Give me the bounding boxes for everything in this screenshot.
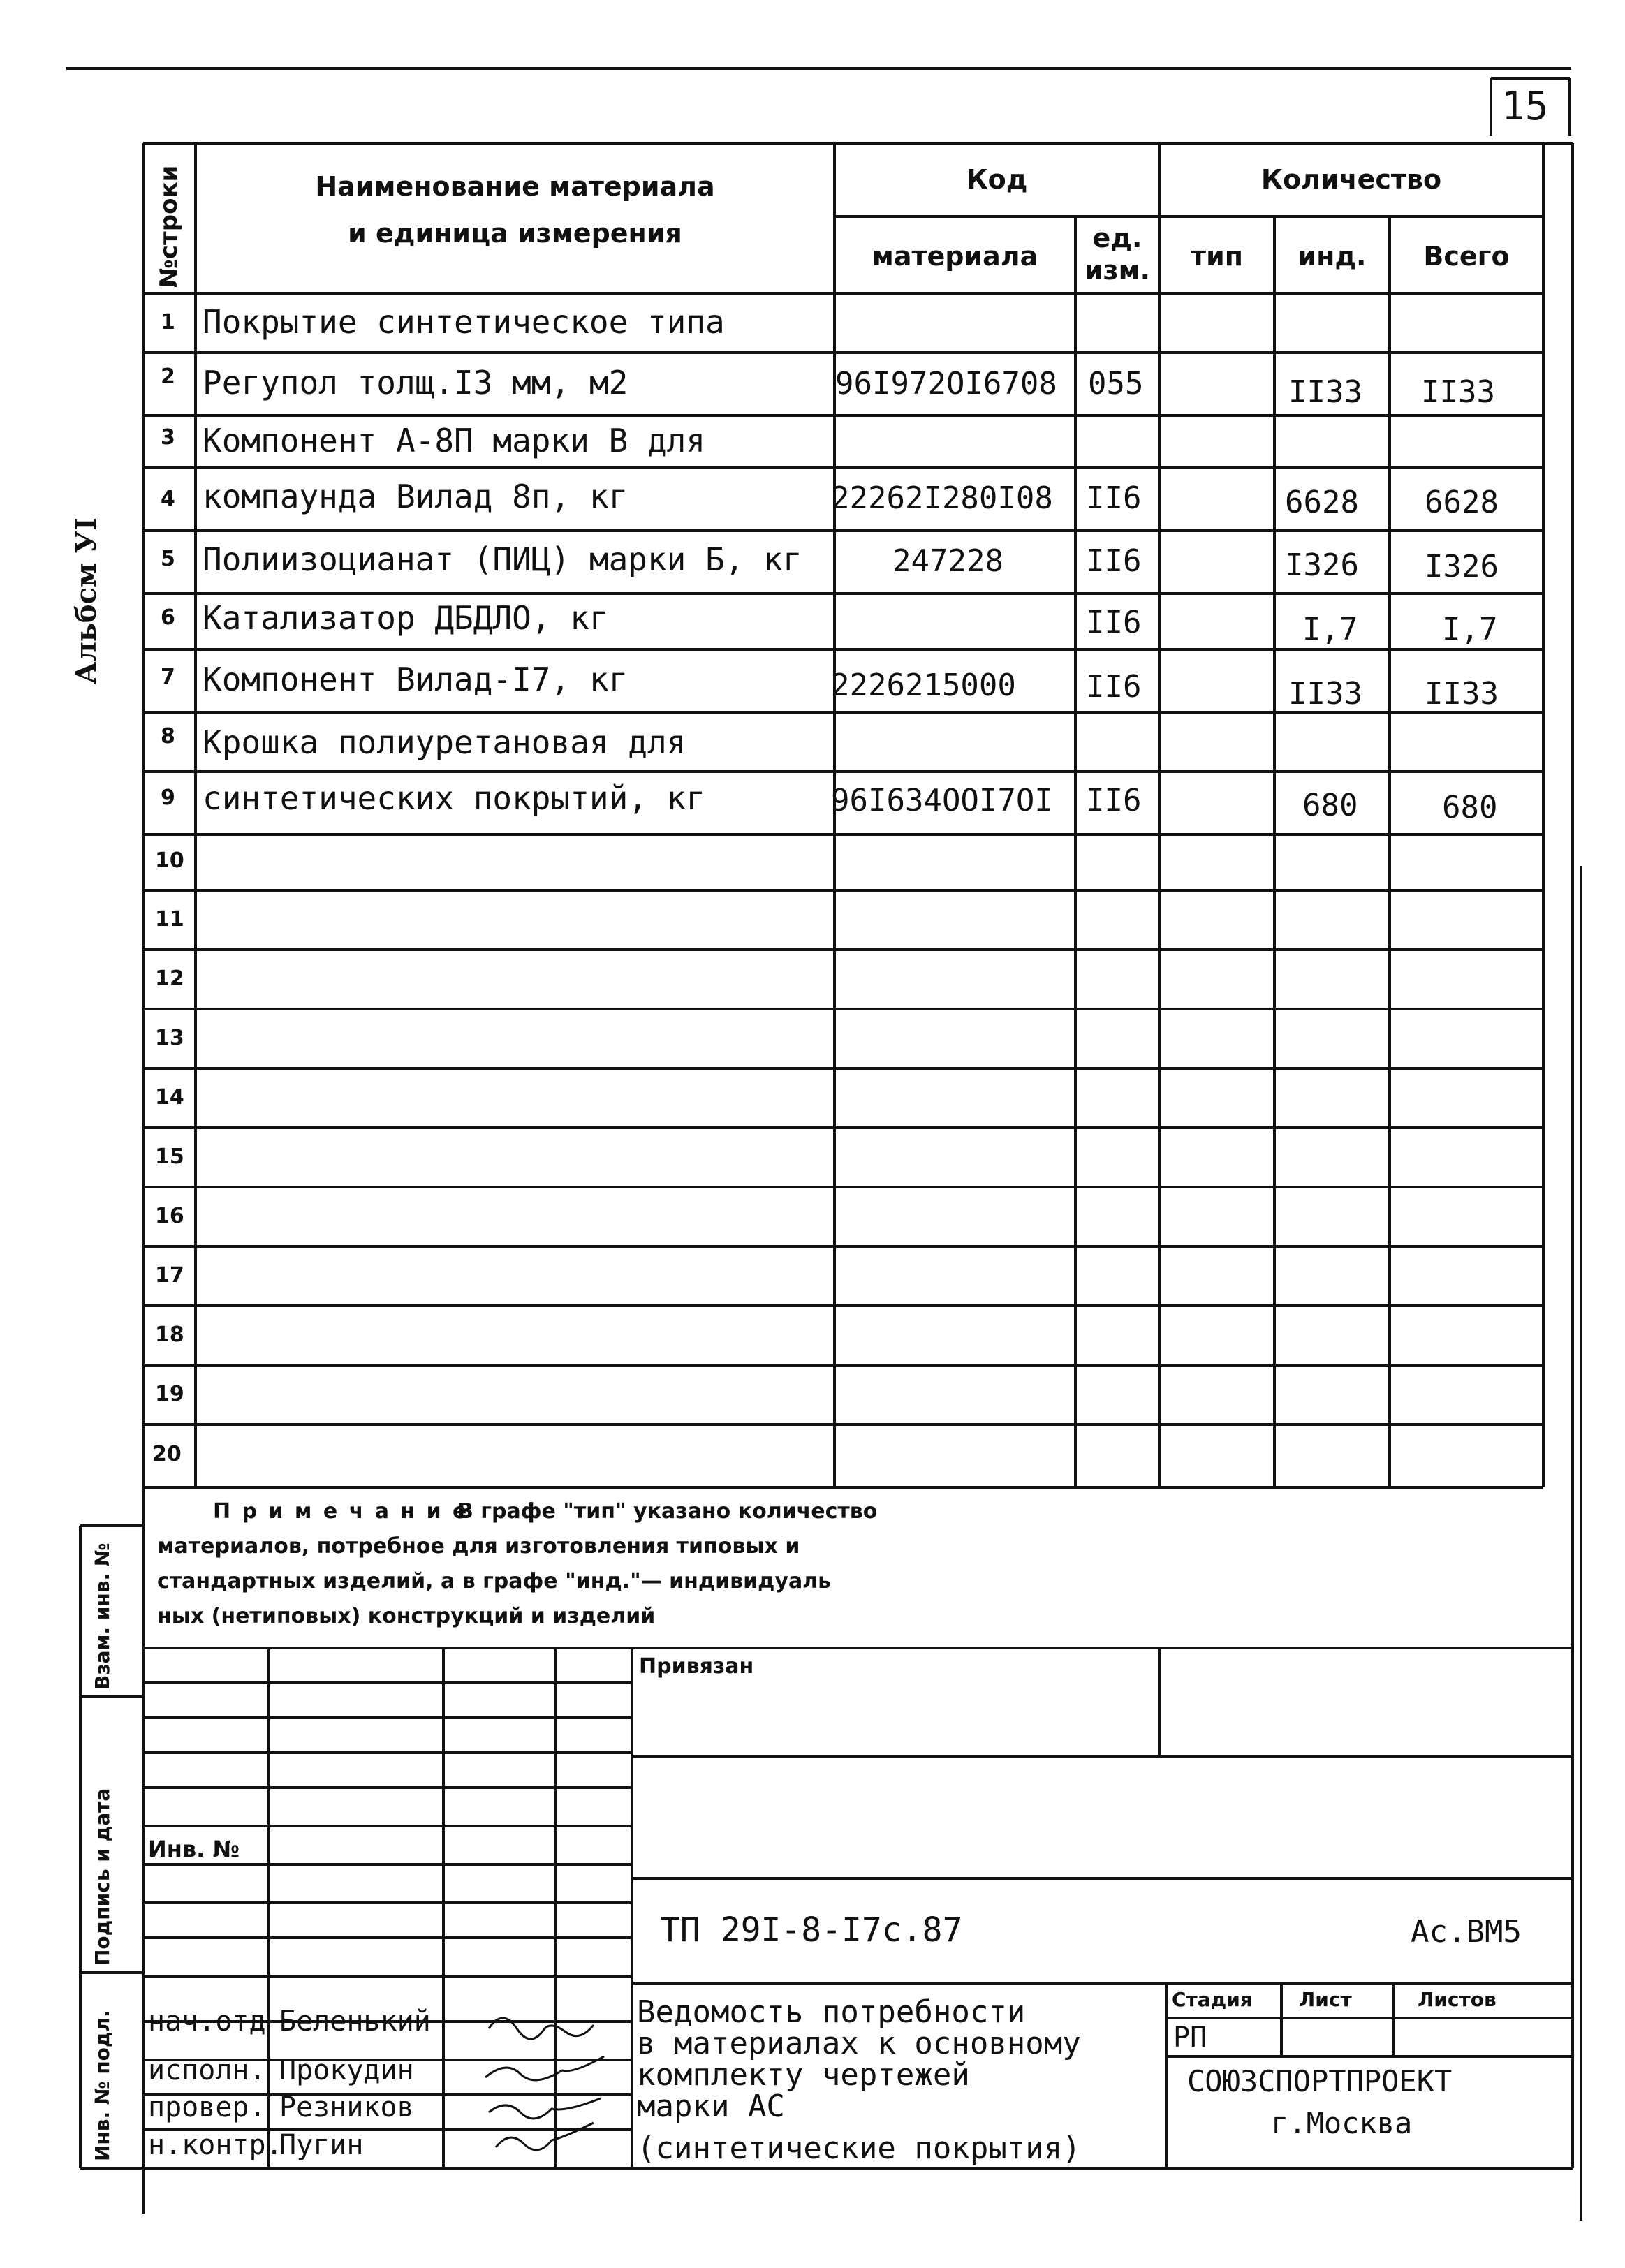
header-code: Код bbox=[966, 164, 1028, 195]
organization: СОЮЗСПОРТПРОЕКТ bbox=[1187, 2064, 1453, 2098]
stage-label: Стадия bbox=[1172, 1988, 1253, 2011]
header-unit-line2: изм. bbox=[1084, 255, 1151, 286]
qty-ind: I326 bbox=[1285, 547, 1359, 583]
title-line3: комплекту чертежей bbox=[637, 2057, 970, 2093]
row-number: 3 bbox=[161, 425, 175, 450]
person-executor: Прокудин bbox=[279, 2054, 414, 2086]
material-code: 96I634OOI7OI bbox=[831, 783, 1053, 818]
stamp-privyazan: Привязан bbox=[639, 1654, 754, 1679]
city: г.Москва bbox=[1271, 2106, 1413, 2140]
title-line5: (синтетические покрытия) bbox=[637, 2130, 1081, 2166]
sheets-label: Листов bbox=[1418, 1988, 1497, 2011]
row-number: 6 bbox=[161, 605, 175, 630]
header-row-number: №строки bbox=[155, 165, 183, 288]
material-code: 96I972OI6708 bbox=[835, 366, 1057, 402]
qty-total: I326 bbox=[1425, 549, 1499, 584]
header-total: Всего bbox=[1423, 241, 1510, 272]
qty-total: 6628 bbox=[1425, 485, 1499, 520]
material-name: Регупол толщ.I3 мм, м2 bbox=[203, 364, 628, 402]
row-number: 8 bbox=[161, 724, 175, 749]
qty-ind: II33 bbox=[1288, 676, 1362, 712]
unit-code: II6 bbox=[1086, 543, 1142, 579]
signature-scribbles bbox=[482, 2001, 622, 2168]
note-line2: материалов, потребное для изготовления типовых и bbox=[157, 1534, 800, 1559]
stage-value: РП bbox=[1173, 2022, 1207, 2054]
header-quantity: Количество bbox=[1260, 164, 1442, 195]
row-number: 16 bbox=[155, 1204, 184, 1228]
material-name: Катализатор ДБДЛО, кг bbox=[203, 599, 609, 637]
material-name: компаунда Вилад 8п, кг bbox=[203, 478, 628, 515]
document-code: ТП 29I-8-I7с.87 bbox=[660, 1910, 963, 1950]
material-code: 2226215000 bbox=[831, 668, 1016, 703]
role-checker: провер. bbox=[148, 2091, 266, 2123]
stamp-inv-no: Инв. № bbox=[148, 1836, 240, 1862]
material-name: Полиизоцианат (ПИЦ) марки Б, кг bbox=[203, 540, 802, 578]
person-checker: Резников bbox=[279, 2091, 414, 2123]
row-number: 2 bbox=[161, 364, 175, 389]
row-number: 1 bbox=[161, 310, 175, 334]
role-executor: исполн. bbox=[148, 2054, 266, 2086]
row-number: 15 bbox=[155, 1144, 184, 1169]
qty-ind: 6628 bbox=[1285, 485, 1359, 520]
unit-code: 055 bbox=[1088, 366, 1144, 402]
unit-code: II6 bbox=[1086, 605, 1142, 640]
header-material: материала bbox=[872, 241, 1038, 272]
row-number: 19 bbox=[155, 1382, 184, 1406]
title-line2: в материалах к основному bbox=[637, 2026, 1081, 2061]
role-norm-control: н.контр. bbox=[148, 2129, 283, 2161]
header-ind: инд. bbox=[1297, 241, 1367, 272]
qty-ind: I,7 bbox=[1302, 612, 1358, 647]
material-name: Покрытие синтетическое типа bbox=[203, 303, 725, 341]
header-unit-line1: ед. bbox=[1092, 223, 1142, 253]
title-line4: марки АС bbox=[637, 2089, 785, 2124]
person-head: Беленький bbox=[279, 2005, 431, 2038]
qty-total: II33 bbox=[1421, 374, 1495, 410]
material-name: синтетических покрытий, кг bbox=[203, 779, 706, 817]
row-number: 9 bbox=[161, 786, 175, 810]
sheet-number: 15 bbox=[1501, 84, 1549, 129]
row-number: 17 bbox=[155, 1263, 184, 1288]
material-code: 247228 bbox=[892, 543, 1003, 579]
material-name: Крошка полиуретановая для bbox=[203, 723, 686, 761]
row-number: 4 bbox=[161, 487, 175, 511]
unit-code: II6 bbox=[1086, 480, 1142, 516]
row-number: 5 bbox=[161, 547, 175, 571]
sheet-label: Лист bbox=[1299, 1988, 1352, 2011]
material-name: Компонент А-8П марки В для bbox=[203, 422, 706, 459]
row-number: 10 bbox=[155, 848, 184, 873]
qty-ind: II33 bbox=[1288, 374, 1362, 410]
header-type: тип bbox=[1191, 241, 1243, 272]
row-number: 12 bbox=[155, 966, 184, 991]
row-number: 14 bbox=[155, 1085, 184, 1110]
role-head: нач.отд bbox=[148, 2005, 266, 2038]
row-number: 18 bbox=[155, 1323, 184, 1347]
note-line1: В графе "тип" указано количество bbox=[457, 1499, 878, 1524]
side-label-inv-podl: Инв. № подл. bbox=[91, 2010, 114, 2161]
note-title: П р и м е ч а н и е bbox=[213, 1499, 469, 1524]
side-label-podpis: Подпись и дата bbox=[91, 1788, 114, 1966]
header-name-line2: и единица измерения bbox=[348, 218, 682, 249]
document-mark: Ас.ВМ5 bbox=[1411, 1914, 1522, 1950]
row-number: 11 bbox=[155, 907, 184, 932]
qty-total: I,7 bbox=[1442, 612, 1498, 647]
note-line4: ных (нетиповых) конструкций и изделий bbox=[157, 1604, 656, 1628]
side-label-vzam: Взам. инв. № bbox=[91, 1542, 114, 1690]
header-name-line1: Наименование материала bbox=[315, 171, 715, 202]
row-number: 7 bbox=[161, 665, 175, 689]
qty-total: 680 bbox=[1442, 790, 1498, 825]
material-name: Компонент Вилад-I7, кг bbox=[203, 661, 628, 698]
note-line3: стандартных изделий, а в графе "инд."— индивидуаль bbox=[157, 1569, 832, 1593]
unit-code: II6 bbox=[1086, 669, 1142, 705]
title-line1: Ведомость потребности bbox=[637, 1994, 1026, 2030]
row-number: 13 bbox=[155, 1026, 184, 1050]
album-label: Альбсм УI bbox=[70, 517, 103, 684]
row-number: 20 bbox=[152, 1442, 182, 1466]
qty-ind: 680 bbox=[1302, 788, 1358, 823]
material-code: 22262I280I08 bbox=[831, 480, 1053, 516]
qty-total: II33 bbox=[1425, 676, 1499, 712]
unit-code: II6 bbox=[1086, 783, 1142, 818]
person-norm-control: Пугин bbox=[279, 2129, 364, 2161]
